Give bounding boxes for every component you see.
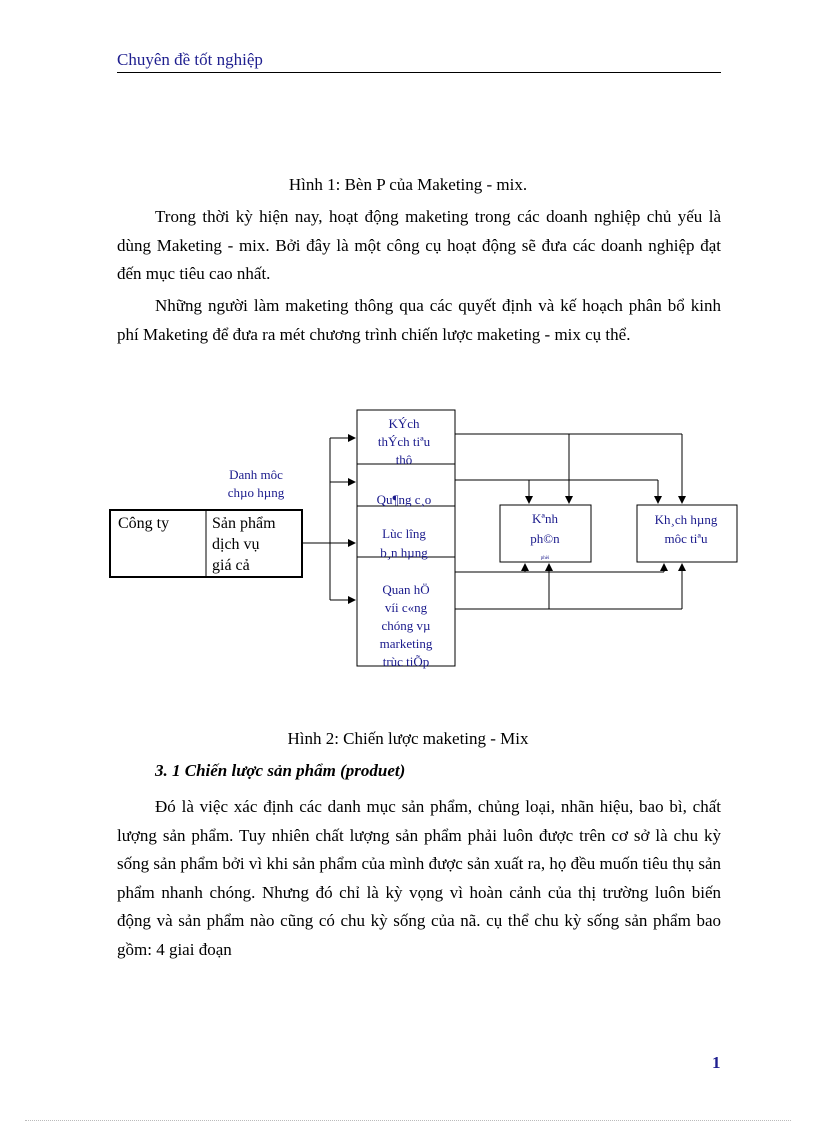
public-relations-line2: víi c«ng: [384, 600, 428, 615]
company-label: Công ty: [118, 515, 170, 532]
section-heading: 3. 1 Chiến lược sản phẩm (produet): [155, 761, 406, 780]
sales-promotion-line3: thô: [395, 452, 413, 467]
figure-1-caption: Hình 1: Bèn P của Maketing - mix.: [288, 175, 528, 194]
offer-list-label-line2: chµo hµng: [227, 485, 285, 500]
promotion-column: [357, 410, 455, 669]
company-box: [110, 510, 302, 577]
paragraph-2: Những người làm maketing thông qua các quyết định và kế hoạch phân bổ kinh phí Maketing để đưa ra mét chương trình chiến lược maketing - mix cụ thể.: [117, 296, 721, 344]
sales-force-line2: b¸n hµng: [380, 545, 428, 560]
public-relations-line4: marketing: [379, 636, 433, 651]
body-paragraph: Đó là việc xác định các danh mục sản phẩm, chủng loại, nhãn hiệu, bao bì, chất lượng sản phẩm. Tuy nhiên chất lượng sản phẩm phải luôn được trên cơ sở là chu kỳ sống sản phẩm bởi vì khi sản phẩm của mình được sản xuất ra, họ đều muốn tiêu thụ sản phẩm nhanh chóng. Nhưng đó chỉ là kỳ vọng vì hoàn cảnh của thị trường luôn biến động và sản phẩm nào cũng có chu kỳ sống của nã. cụ thể chu kỳ sống sản phẩm bao gồm: 4 giai đoạn: [117, 797, 721, 959]
product-line3: giá cả: [212, 557, 250, 574]
advertising-cell: [377, 492, 432, 507]
sales-promotion-line2: thÝch tiªu: [377, 434, 431, 449]
page-number: 1: [712, 1053, 721, 1072]
public-relations-line1: Quan hÖ: [382, 582, 430, 597]
product-line2: dịch vụ: [212, 536, 260, 553]
sales-promotion-line1: KÝch: [388, 416, 420, 431]
channel-line3: phèi: [540, 556, 550, 561]
sales-force-cell: [380, 526, 428, 560]
paragraph-1: Trong thời kỳ hiện nay, hoạt động maketing trong các doanh nghiệp chủ yếu là dùng Maketing - mix. Bởi đây là một công cụ hoạt động sẽ đưa các doanh nghiệp đạt đến mục tiêu cao nhất.: [117, 207, 721, 283]
customer-line1: Kh¸ch hµng: [654, 512, 718, 527]
sales-force-line1: Lùc lîng: [382, 526, 426, 541]
header-title: Chuyên đề tốt nghiệp: [117, 50, 263, 69]
distribution-channel-box: [500, 505, 591, 562]
channel-line1: Kªnh: [532, 511, 558, 526]
public-relations-cell: [380, 582, 433, 669]
page-header: [117, 48, 721, 73]
footer-divider: [25, 1120, 791, 1121]
sales-promotion-cell: [378, 416, 431, 467]
public-relations-line3: chóng vµ: [381, 618, 431, 633]
public-relations-line5: trùc tiÕp: [382, 654, 430, 669]
target-customer-box: [637, 505, 737, 562]
customer-line2: môc tiªu: [664, 531, 708, 546]
marketing-mix-diagram: [0, 400, 816, 670]
advertising-line1: Qu¶ng c¸o: [376, 492, 432, 507]
product-line1: Sản phẩm: [212, 515, 276, 532]
figure-2-caption: Hình 2: Chiến lược maketing - Mix: [287, 729, 529, 748]
channel-line2: ph©n: [530, 531, 560, 546]
offer-list-label-line1: Danh môc: [229, 467, 283, 482]
